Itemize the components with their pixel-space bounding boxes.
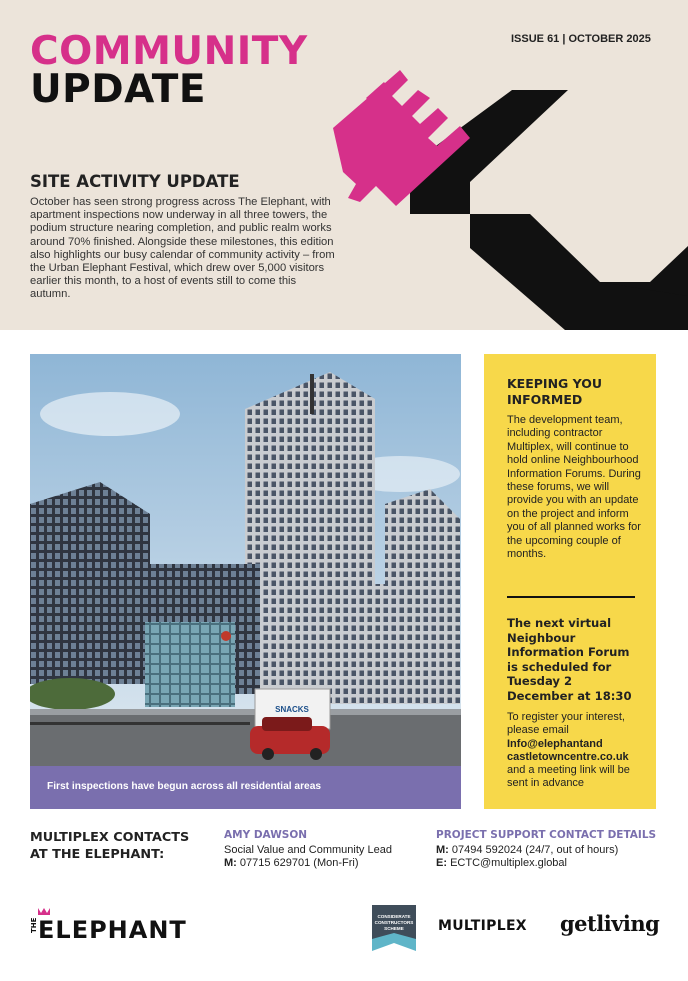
contact-person (224, 829, 392, 869)
support-mobile[interactable]: 07494 592024 (24/7, out of hours) (451, 843, 619, 856)
mobile-label: M: (224, 856, 237, 869)
black-chevron-lower (470, 214, 688, 330)
support-mobile-label: M: (436, 843, 449, 856)
ccs-line2: CONSTRUCTORS (374, 920, 414, 925)
the-elephant-logo (28, 906, 203, 942)
header-banner (0, 0, 688, 330)
panel-divider (507, 596, 635, 598)
ccs-line1: CONSIDERATE (377, 914, 411, 919)
logo-elephant-text: ELEPHANT (38, 916, 187, 942)
photo-caption: First inspections have begun across all residential areas (47, 781, 322, 792)
support-contact (436, 829, 656, 869)
keeping-informed-body: The development team, including contractor Multiplex, will continue to hold online Neighbourhood Information Forums. During these forums, we will provide you with an update on the project and inform you of all planned works for the upcoming couple of months. (507, 414, 641, 561)
contacts-heading-line1: MULTIPLEX CONTACTS (30, 830, 190, 845)
support-mobile-row (436, 844, 656, 857)
logo-the-text: THE (30, 917, 38, 933)
issue-label: ISSUE 61 | OCTOBER 2025 (511, 33, 651, 45)
register-post: and a meeting link will be sent in advance (507, 764, 630, 790)
register-email-link[interactable]: Info@elephantand castletowncentre.co.uk (507, 737, 629, 763)
ccs-line3: SCHEME (384, 926, 404, 931)
register-pre: To register your interest, please email (507, 711, 625, 737)
support-email[interactable]: ECTC@multiplex.global (450, 856, 567, 869)
van-label: SNACKS (275, 705, 309, 714)
support-email-row (436, 857, 656, 870)
contact-mobile[interactable]: 07715 629701 (Mon-Fri) (239, 856, 359, 869)
contact-name: AMY DAWSON (224, 829, 308, 841)
multiplex-logo: MULTIPLEX (438, 918, 527, 934)
contacts-heading-line2: AT THE ELEPHANT: (30, 847, 165, 862)
site-activity-body: October has seen strong progress across The Elephant, with apartment inspections now underway in all three towers, the podium structure nearing completion, and public realm works around 70% finished. Alongside these milestones, this edition also highlights our busy calendar of community activity – from the Urban Elephant Festival, which drew over 5,000 visitors earlier this month, to a host of events still to come this autumn. (30, 196, 335, 301)
photo-caption-bar (30, 766, 461, 809)
register-text (507, 711, 642, 791)
next-forum-notice: The next virtual Neighbour Information Forum is scheduled for Tuesday 2 December at 18:30 (507, 616, 632, 703)
support-title: PROJECT SUPPORT CONTACT DETAILS (436, 829, 657, 841)
contact-role: Social Value and Community Lead (224, 843, 392, 856)
considerate-constructors-logo (372, 905, 416, 951)
keeping-informed-title: KEEPING YOU INFORMED (507, 376, 603, 407)
construction-photo (30, 354, 461, 766)
title-update: UPDATE (30, 67, 207, 112)
getliving-logo: getliving (560, 911, 660, 936)
site-activity-title: SITE ACTIVITY UPDATE (30, 172, 240, 191)
title-community: COMMUNITY (30, 29, 308, 74)
crown-icon (38, 908, 50, 915)
tower-illustration (30, 354, 461, 766)
keeping-informed-panel (484, 354, 656, 809)
support-email-label: E: (436, 856, 447, 869)
contacts-heading (30, 829, 189, 863)
contact-mobile-row (224, 857, 392, 870)
